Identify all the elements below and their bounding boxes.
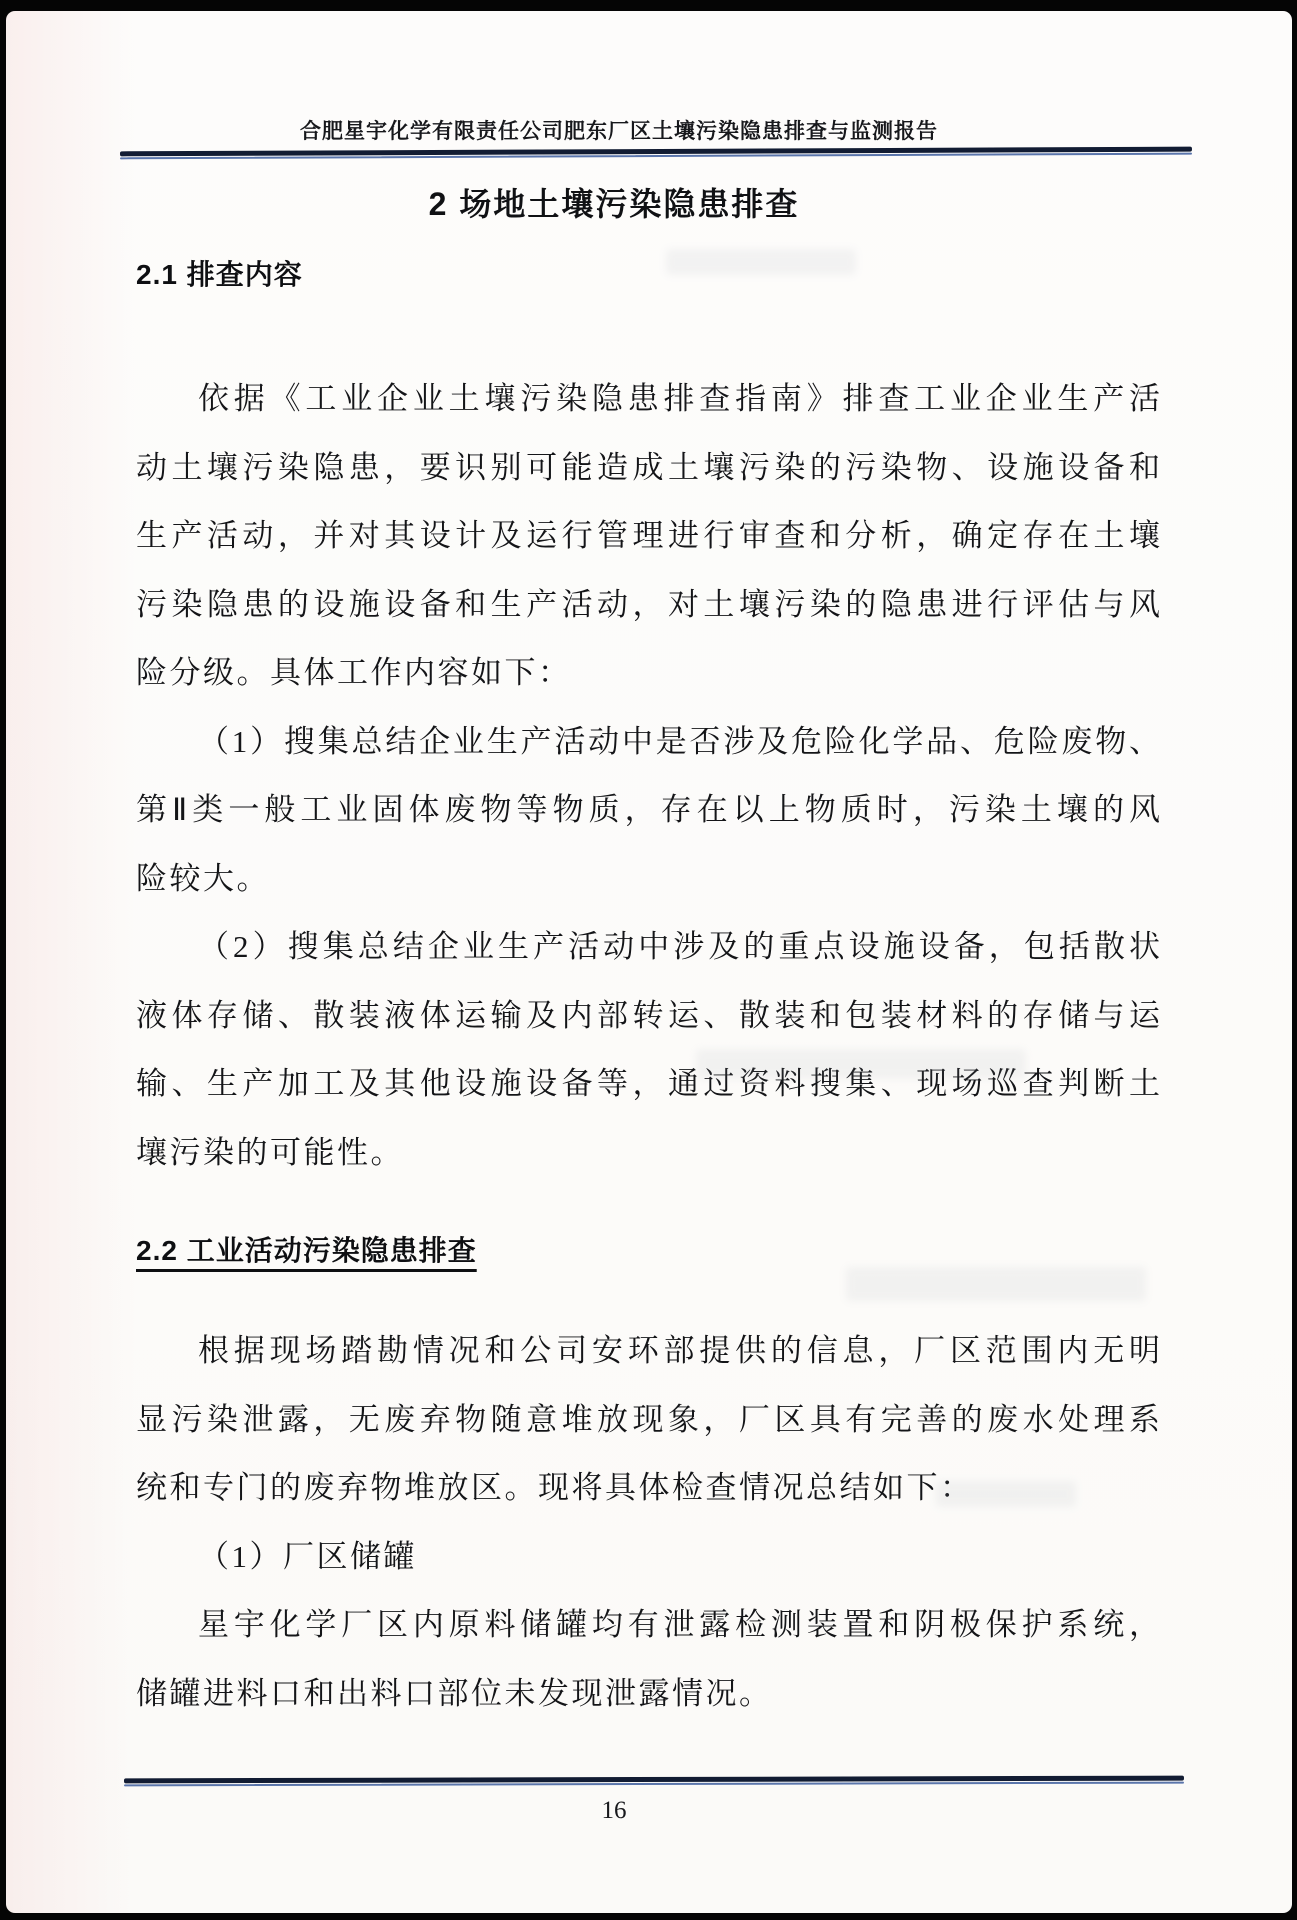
- body-line: 第Ⅱ类一般工业固体废物等物质，存在以上物质时，污染土壤的风: [136, 792, 1160, 827]
- body-line: （1）搜集总结企业生产活动中是否涉及危险化学品、危险废物、: [198, 723, 1160, 759]
- body-line: 显污染泄露，无废弃物随意堆放现象，厂区具有完善的废水处理系: [136, 1401, 1160, 1437]
- body-line: 壤污染的可能性。: [136, 1134, 404, 1170]
- body-line: 储罐进料口和出料口部位未发现泄露情况。: [136, 1675, 773, 1711]
- chapter-title: 2 场地土壤污染隐患排查: [428, 186, 800, 222]
- bleed-through-artifact: [696, 1049, 1026, 1079]
- document-page: [6, 11, 1292, 1913]
- bleed-through-artifact: [936, 1481, 1076, 1507]
- bleed-through-artifact: [846, 1267, 1146, 1301]
- body-line: 液体存储、散装液体运输及内部转运、散装和包装材料的存储与运: [136, 997, 1160, 1033]
- page-number: 16: [601, 1797, 627, 1824]
- footer-rule: [124, 1776, 1184, 1787]
- body-line: （1）厂区储罐: [198, 1538, 417, 1574]
- body-line: 星宇化学厂区内原料储罐均有泄露检测装置和阴极保护系统，: [198, 1607, 1160, 1642]
- body-line: 生产活动，并对其设计及运行管理进行审查和分析，确定存在土壤: [136, 518, 1160, 553]
- body-line: （2）搜集总结企业生产活动中涉及的重点设施设备，包括散状: [198, 929, 1160, 964]
- section-heading: 2.1 排查内容: [136, 259, 303, 290]
- header-rule: [120, 147, 1192, 162]
- body-line: 动土壤污染隐患，要识别可能造成土壤污染的污染物、设施设备和: [136, 449, 1160, 485]
- body-line: 统和专门的废弃物堆放区。现将具体检查情况总结如下：: [136, 1470, 974, 1505]
- body-line: 险较大。: [136, 860, 270, 896]
- body-line: 依据《工业企业土壤污染隐患排查指南》排查工业企业生产活: [198, 381, 1160, 416]
- body-line: 险分级。具体工作内容如下：: [136, 655, 572, 690]
- page-header-title: 合肥星宇化学有限责任公司肥东厂区土壤污染隐患排查与监测报告: [300, 119, 938, 143]
- body-line: 输、生产加工及其他设施设备等，通过资料搜集、现场巡查判断土: [136, 1066, 1160, 1101]
- body-line: 污染隐患的设施设备和生产活动，对土壤污染的隐患进行评估与风: [136, 586, 1160, 622]
- body-line: 根据现场踏勘情况和公司安环部提供的信息，厂区范围内无明: [198, 1333, 1160, 1368]
- section-heading: 2.2 工业活动污染隐患排查: [136, 1235, 477, 1266]
- bleed-through-artifact: [666, 249, 856, 275]
